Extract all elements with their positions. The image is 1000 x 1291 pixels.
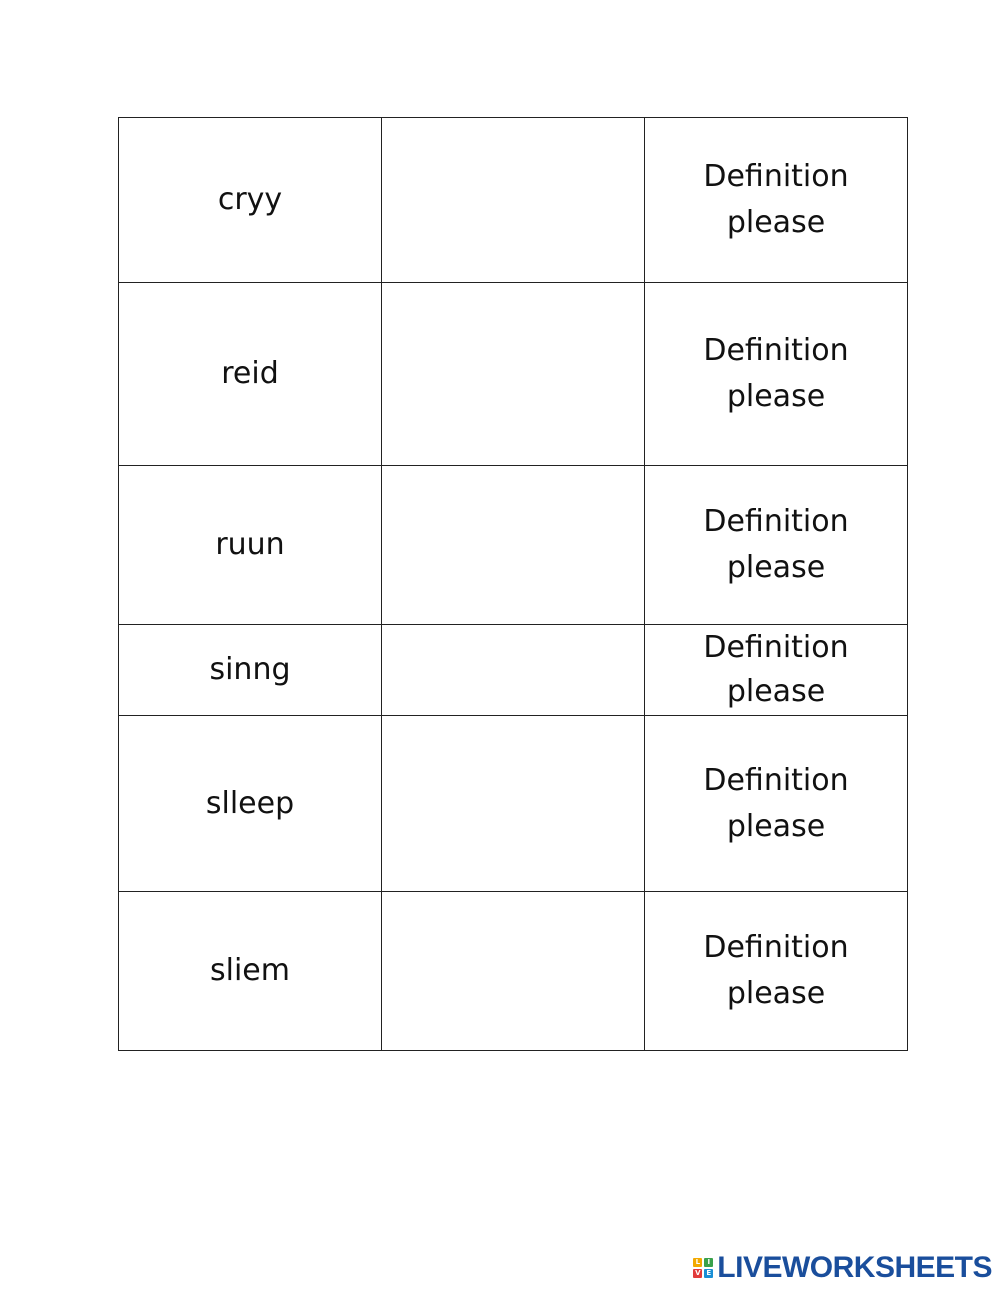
misspelled-word-cell	[119, 625, 382, 716]
misspelled-word-cell	[119, 466, 382, 625]
answer-box[interactable]	[382, 118, 645, 283]
definition-line-1: Definition	[703, 504, 849, 539]
table-row	[119, 625, 908, 716]
misspelled-word: cryy	[217, 182, 283, 217]
logo-mark-icon	[693, 1258, 713, 1278]
answer-box[interactable]	[382, 716, 645, 892]
definition-line-2: please	[726, 976, 826, 1011]
misspelled-word-cell	[119, 283, 382, 466]
misspelled-word: slleep	[205, 785, 295, 821]
misspelled-word-cell	[119, 892, 382, 1051]
misspelled-word: reid	[221, 356, 279, 391]
definition-cell	[645, 466, 908, 625]
misspelled-word-cell	[119, 716, 382, 892]
definition-cell	[645, 716, 908, 892]
answer-box[interactable]	[382, 892, 645, 1051]
logo-square-icon: I	[704, 1258, 713, 1267]
answer-box[interactable]	[382, 625, 645, 716]
definition-line-1: Definition	[703, 630, 849, 665]
misspelled-word: sinng	[209, 652, 291, 687]
misspelled-word: ruun	[215, 527, 285, 562]
definition-line-2: please	[726, 205, 826, 240]
misspelled-word-cell	[119, 118, 382, 283]
definition-line-1: Definition	[703, 930, 849, 965]
definition-line-1: Definition	[703, 159, 849, 194]
worksheet-table	[118, 117, 908, 1051]
definition-cell	[645, 892, 908, 1051]
definition-line-2: please	[726, 808, 826, 844]
table-row	[119, 466, 908, 625]
definition-line-2: please	[726, 379, 826, 414]
definition-cell	[645, 118, 908, 283]
answer-box[interactable]	[382, 466, 645, 625]
logo-square-icon: E	[704, 1269, 713, 1278]
definition-line-2: please	[726, 550, 826, 585]
definition-line-1: Definition	[703, 333, 849, 368]
table-row	[119, 283, 908, 466]
table-row	[119, 892, 908, 1051]
logo-square-icon: V	[695, 1269, 701, 1277]
liveworksheets-logo	[693, 1251, 992, 1285]
answer-box[interactable]	[382, 283, 645, 466]
misspelled-word: sliem	[210, 953, 290, 988]
logo-square-icon: L	[693, 1258, 702, 1267]
definition-cell	[645, 625, 908, 716]
logo-text: LIVEWORKSHEETS	[717, 1251, 992, 1284]
definition-cell	[645, 283, 908, 466]
table-row	[119, 118, 908, 283]
definition-line-2: please	[726, 674, 826, 709]
definition-line-1: Definition	[703, 762, 849, 798]
table-row	[119, 716, 908, 892]
